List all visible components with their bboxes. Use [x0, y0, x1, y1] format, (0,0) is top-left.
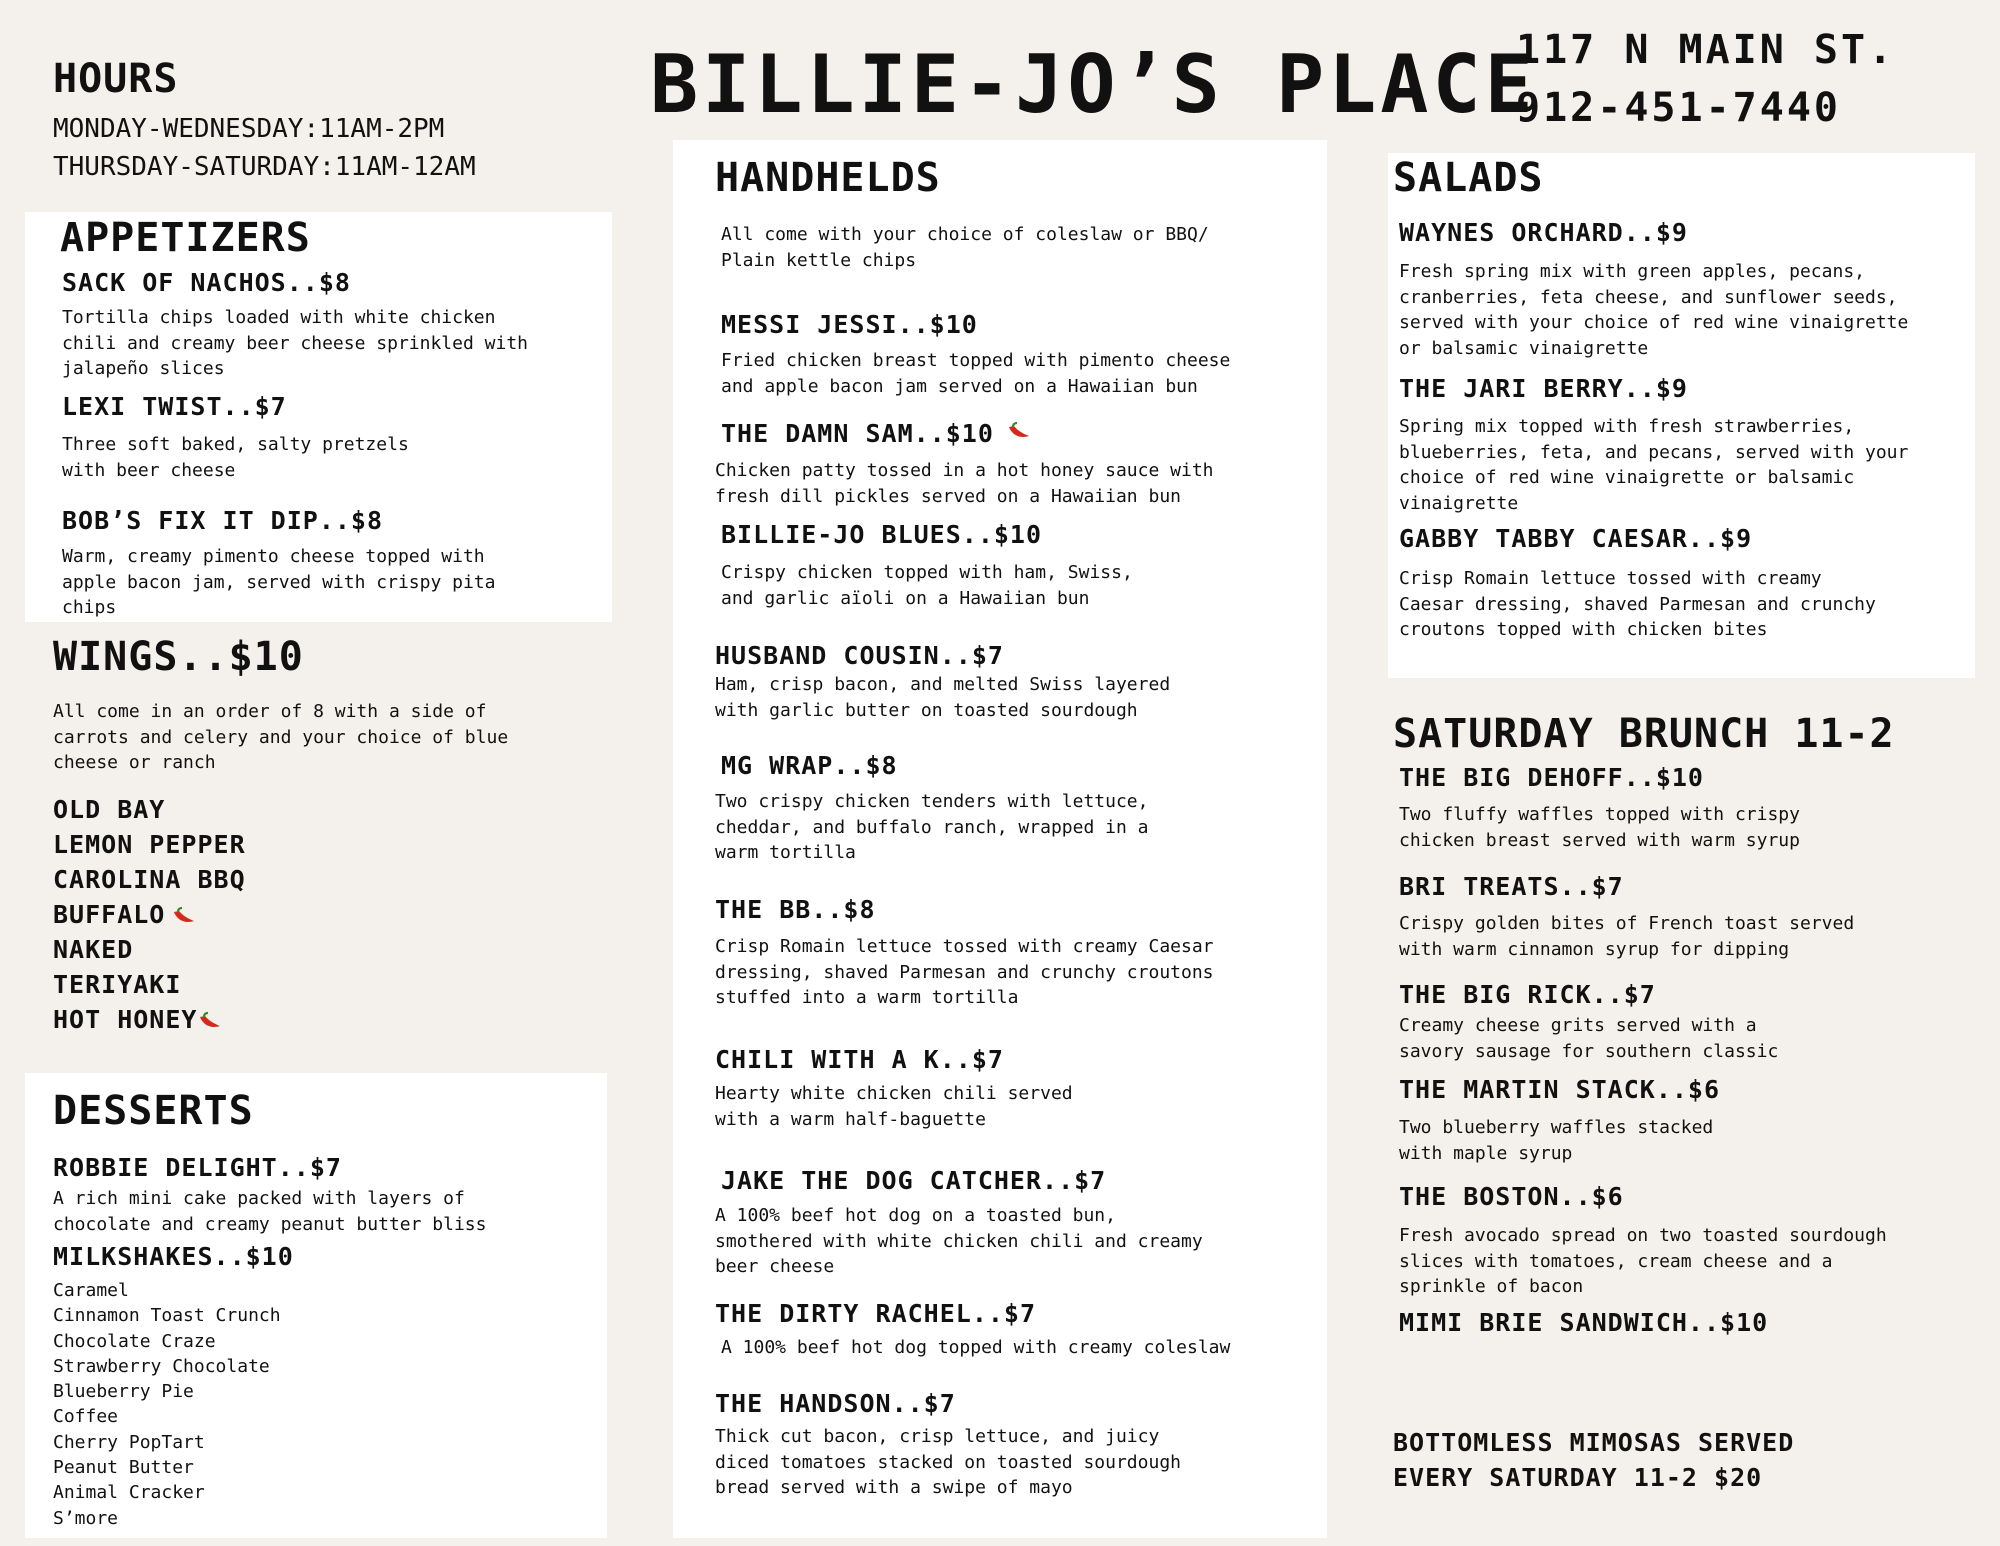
milkshake-flavor: S’more: [53, 1507, 119, 1529]
menu-item-name: BRI TREATS..$7: [1399, 872, 1624, 901]
menu-item-desc: Thick cut bacon, crisp lettuce, and juicy diced tomatoes stacked on toasted sourdough bread served with a swipe of mayo: [715, 1426, 1181, 1498]
chili-pepper-icon: [171, 906, 197, 926]
milkshake-flavor: Cinnamon Toast Crunch: [53, 1305, 281, 1327]
milkshake-flavor: Chocolate Craze: [53, 1330, 216, 1352]
wing-flavor-row: [53, 897, 246, 932]
menu-item-name: THE BB..$8: [715, 895, 876, 924]
wing-flavor: TERIYAKI: [53, 970, 182, 999]
menu-item-name: ROBBIE DELIGHT..$7: [53, 1153, 342, 1182]
menu-item-desc: A rich mini cake packed with layers of chocolate and creamy peanut butter bliss: [53, 1188, 487, 1235]
menu-item-name: JAKE THE DOG CATCHER..$7: [721, 1166, 1107, 1195]
milkshake-flavor: Blueberry Pie: [53, 1381, 194, 1403]
menu-item-desc: Fried chicken breast topped with pimento cheese and apple bacon jam served on a Hawaiian bun: [721, 350, 1231, 397]
chili-pepper-icon: [197, 1011, 223, 1031]
wing-flavor-row: [53, 1002, 246, 1037]
wing-flavor: CAROLINA BBQ: [53, 865, 246, 894]
menu-item-name-row: [721, 421, 1032, 446]
wing-flavor-list: [53, 792, 246, 1037]
handhelds-heading: HANDHELDS: [715, 155, 941, 201]
menu-item-desc: Warm, creamy pimento cheese topped with apple bacon jam, served with crispy pita chips: [62, 546, 496, 618]
menu-item-desc: A 100% beef hot dog on a toasted bun, smothered with white chicken chili and creamy beer cheese: [715, 1205, 1203, 1277]
salads-heading: SALADS: [1393, 155, 1544, 201]
wing-flavor: OLD BAY: [53, 795, 166, 824]
menu-item-desc: Three soft baked, salty pretzels with beer cheese: [62, 434, 409, 481]
menu-item-name: MIMI BRIE SANDWICH..$10: [1399, 1308, 1769, 1337]
menu-item-desc: Crisp Romain lettuce tossed with creamy Caesar dressing, shaved Parmesan and crunchy croutons topped with chicken bites: [1399, 568, 1876, 640]
desserts-heading: DESSERTS: [53, 1088, 254, 1134]
menu-item-name: GABBY TABBY CAESAR..$9: [1399, 524, 1753, 553]
menu-item-desc: Fresh spring mix with green apples, pecans, cranberries, feta cheese, and sunflower seeds, served with your choice of red wine vinaigrette or balsamic vinaigrette: [1399, 261, 1909, 359]
menu-item-desc: Spring mix topped with fresh strawberries, blueberries, feta, and pecans, served with your choice of red wine vinaigrette or balsamic vinaigrette: [1399, 416, 1909, 514]
appetizers-heading: APPETIZERS: [60, 215, 311, 261]
milkshake-flavor: Strawberry Chocolate: [53, 1355, 270, 1377]
menu-item-name: MILKSHAKES..$10: [53, 1242, 294, 1271]
menu-item-desc: Chicken patty tossed in a hot honey sauce with fresh dill pickles served on a Hawaiian bun: [715, 460, 1214, 507]
menu-item-desc: Ham, crisp bacon, and melted Swiss layered with garlic butter on toasted sourdough: [715, 674, 1171, 721]
menu-item-desc: Creamy cheese grits served with a savory sausage for southern classic: [1399, 1015, 1779, 1062]
menu-item-desc: Hearty white chicken chili served with a warm half-baguette: [715, 1083, 1073, 1130]
menu-item-name: BILLIE-JO BLUES..$10: [721, 520, 1043, 549]
menu-item-name: SACK OF NACHOS..$8: [62, 268, 351, 297]
menu-item-name: THE MARTIN STACK..$6: [1399, 1075, 1721, 1104]
menu-item-name: THE DAMN SAM..$10: [721, 419, 994, 448]
milkshake-flavor: Caramel: [53, 1280, 129, 1301]
brunch-heading: SATURDAY BRUNCH 11-2: [1393, 711, 1895, 757]
menu-item-desc: Two blueberry waffles stacked with maple syrup: [1399, 1117, 1714, 1164]
chili-pepper-icon: [1006, 421, 1032, 441]
restaurant-phone: 912-451-7440: [1516, 85, 1841, 131]
menu-item-desc: Crispy chicken topped with ham, Swiss, and garlic aïoli on a Hawaiian bun: [721, 562, 1133, 609]
wing-flavor: NAKED: [53, 935, 134, 964]
menu-item-desc: Crispy golden bites of French toast served with warm cinnamon syrup for dipping: [1399, 913, 1855, 960]
milkshake-flavor: Animal Cracker: [53, 1482, 205, 1504]
menu-item-name: WAYNES ORCHARD..$9: [1399, 218, 1688, 247]
menu-item-name: THE JARI BERRY..$9: [1399, 374, 1688, 403]
wing-flavor: LEMON PEPPER: [53, 830, 246, 859]
hours-line: THURSDAY-SATURDAY:11AM-12AM: [53, 152, 476, 182]
handhelds-intro: All come with your choice of coleslaw or BBQ/ Plain kettle chips: [721, 224, 1209, 271]
menu-item-name: HUSBAND COUSIN..$7: [715, 641, 1004, 670]
milkshake-flavor: Cherry PopTart: [53, 1431, 205, 1453]
milkshake-flavor: Peanut Butter: [53, 1457, 194, 1479]
hours-line: MONDAY-WEDNESDAY:11AM-2PM: [53, 114, 445, 144]
mimosa-note: BOTTOMLESS MIMOSAS SERVED: [1393, 1428, 1795, 1457]
menu-item-name: THE DIRTY RACHEL..$7: [715, 1299, 1037, 1328]
menu-item-desc: Tortilla chips loaded with white chicken chili and creamy beer cheese sprinkled with jalapeño slices: [62, 307, 528, 379]
wing-flavor: BUFFALO: [53, 900, 166, 929]
menu-item-name: BOB’S FIX IT DIP..$8: [62, 506, 384, 535]
menu-item-desc: Two crispy chicken tenders with lettuce, cheddar, and buffalo ranch, wrapped in a warm tortilla: [715, 791, 1149, 863]
menu-item-desc: Two fluffy waffles topped with crispy chicken breast served with warm syrup: [1399, 804, 1800, 851]
menu-item-desc: Fresh avocado spread on two toasted sourdough slices with tomatoes, cream cheese and a sprinkle of bacon: [1399, 1225, 1887, 1297]
menu-item-name: THE HANDSON..$7: [715, 1389, 956, 1418]
menu-item-name: THE BOSTON..$6: [1399, 1182, 1624, 1211]
menu-item-name: MESSI JESSI..$10: [721, 310, 978, 339]
menu-item-name: CHILI WITH A K..$7: [715, 1045, 1004, 1074]
menu-item-desc: Crisp Romain lettuce tossed with creamy Caesar dressing, shaved Parmesan and crunchy croutons stuffed into a warm tortilla: [715, 936, 1214, 1008]
milkshake-flavor-list: [53, 1278, 281, 1531]
menu-item-name: THE BIG DEHOFF..$10: [1399, 763, 1704, 792]
menu-item-desc: A 100% beef hot dog topped with creamy coleslaw: [721, 1337, 1231, 1358]
menu-item-name: LEXI TWIST..$7: [62, 392, 287, 421]
mimosa-note: EVERY SATURDAY 11-2 $20: [1393, 1463, 1763, 1492]
hours-heading: HOURS: [53, 56, 179, 102]
menu-item-name: MG WRAP..$8: [721, 751, 898, 780]
wing-flavor: HOT HONEY: [53, 1005, 198, 1034]
restaurant-name: BILLIE-JO’S PLACE: [650, 38, 1537, 131]
restaurant-address: 117 N MAIN ST.: [1516, 27, 1896, 73]
wings-desc: All come in an order of 8 with a side of carrots and celery and your choice of blue cheese or ranch: [53, 701, 509, 773]
wings-heading: WINGS..$10: [53, 634, 304, 680]
milkshake-flavor: Coffee: [53, 1406, 119, 1428]
menu-item-name: THE BIG RICK..$7: [1399, 980, 1656, 1009]
